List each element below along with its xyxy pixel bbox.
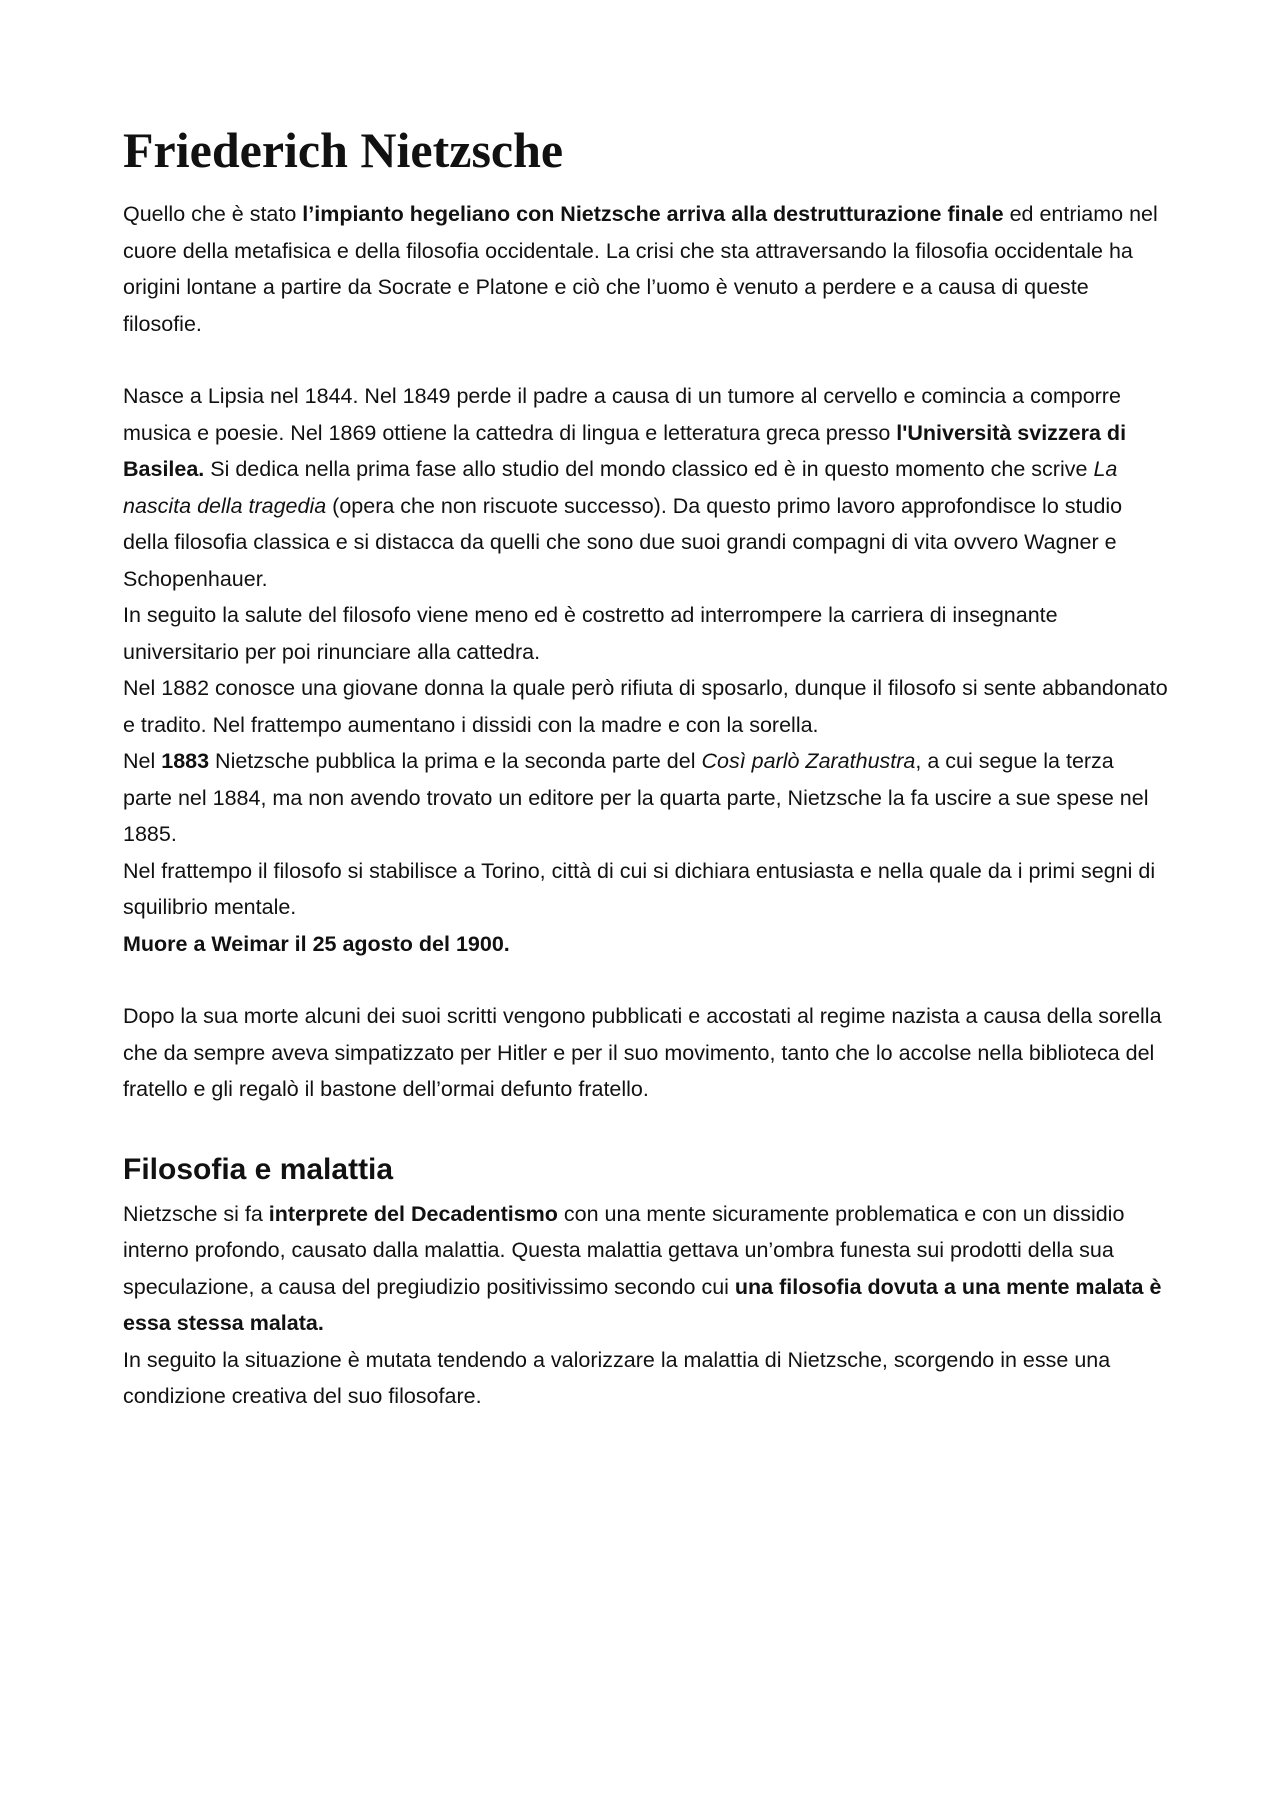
page-title: Friederich Nietzsche [123, 122, 564, 178]
intro-paragraph [123, 196, 1168, 342]
section-heading: Filosofia e malattia [123, 1152, 394, 1186]
bio-paragraph-4 [123, 743, 1168, 853]
bio-paragraph-2: In seguito la salute del filosofo viene meno ed è costretto ad interrompere la carriera di insegnante universitario per poi rinunciare alla cattedra. [123, 603, 1058, 664]
intro-text-1: Quello che è stato [123, 202, 303, 226]
bio-paragraph-1 [123, 378, 1168, 597]
bio-paragraph-6 [123, 926, 1168, 963]
bio-p1-italic-1: La nascita della tragedia [123, 457, 1118, 518]
s2-p1-text-2: con una mente sicuramente problematica e con un dissidio interno profondo, causato dalla malattia. Questa malattia gettava un’ombra funesta sui prodotti della sua speculazione, a causa del pregiudizio positivissimo secondo cui [123, 1201, 1125, 1299]
bio-p4-text-1: Nel [123, 749, 162, 773]
bio-p4-italic-1: Così parlò Zarathustra [701, 749, 916, 773]
document-content [123, 120, 1168, 1415]
bio-paragraph-5: Nel frattempo il filosofo si stabilisce a Torino, città di cui si dichiara entusiasta e nella quale da i primi segni di squilibrio mentale. [123, 858, 1156, 919]
s2-p1-bold-1: interprete del Decadentismo [268, 1201, 558, 1226]
bio-p4-text-2: Nietzsche pubblica la prima e la seconda parte del [209, 749, 702, 773]
intro-text-2: ed entriamo nel cuore della metafisica e della filosofia occidentale. La crisi che sta attraversando la filosofia occidentale ha origini lontane a partire da Socrate e Platone e ciò che l’uomo è venuto a perdere e a causa di queste filosofie. [123, 202, 1158, 336]
bio-p4-text-3: , a cui segue la terza parte nel 1884, ma non avendo trovato un editore per la quarta parte, Nietzsche la fa uscire a sue spese nel 1885. [123, 749, 1149, 846]
paragraph-gap [123, 342, 1168, 378]
intro-bold-1: l’impianto hegeliano con Nietzsche arriva alla destrutturazione finale [302, 202, 1004, 226]
s2-p1-text-1: Nietzsche si fa [123, 1201, 269, 1226]
s2-p1-bold-2: una filosofia dovuta a una mente malata è essa stessa malata. [123, 1274, 1162, 1335]
bio-p1-bold-1: l'Università svizzera di Basilea. [123, 420, 1127, 481]
bio-p1-text-2: Si dedica nella prima fase allo studio del mondo classico ed è in questo momento che scrive [204, 457, 1094, 481]
bio-p4-bold-1: 1883 [161, 749, 210, 773]
section2-paragraph-1 [123, 1196, 1168, 1342]
bio-p1-text-3: (opera che non riscuote successo). Da questo primo lavoro approfondisce lo studio della filosofia classica e si distacca da quelli che sono due suoi grandi compagni di vita ovvero Wagner e Schopenhauer. [123, 493, 1123, 591]
bio-p1-text-1: Nasce a Lipsia nel 1844. Nel 1849 perde il padre a causa di un tumore al cervello e comincia a comporre musica e poesie. Nel 1869 ottiene la cattedra di lingua e letteratura greca presso [123, 384, 1121, 445]
paragraph-gap [123, 962, 1168, 998]
section2-paragraph-2: In seguito la situazione è mutata tendendo a valorizzare la malattia di Nietzsche, scorgendo in esse una condizione creativa del suo filosofare. [123, 1347, 1111, 1408]
bio-paragraph-3: Nel 1882 conosce una giovane donna la quale però rifiuta di sposarlo, dunque il filosofo si sente abbandonato e tradito. Nel frattempo aumentano i dissidi con la madre e con la sorella. [123, 676, 1168, 737]
death-statement: Muore a Weimar il 25 agosto del 1900. [123, 931, 510, 956]
afterlife-paragraph: Dopo la sua morte alcuni dei suoi scritti vengono pubblicati e accostati al regime nazista a causa della sorella che da sempre aveva simpatizzato per Hitler e per il suo movimento, tanto che lo accolse nella biblioteca del fratello e gli regalò il bastone dell’ormai defunto fratello. [123, 1004, 1162, 1101]
